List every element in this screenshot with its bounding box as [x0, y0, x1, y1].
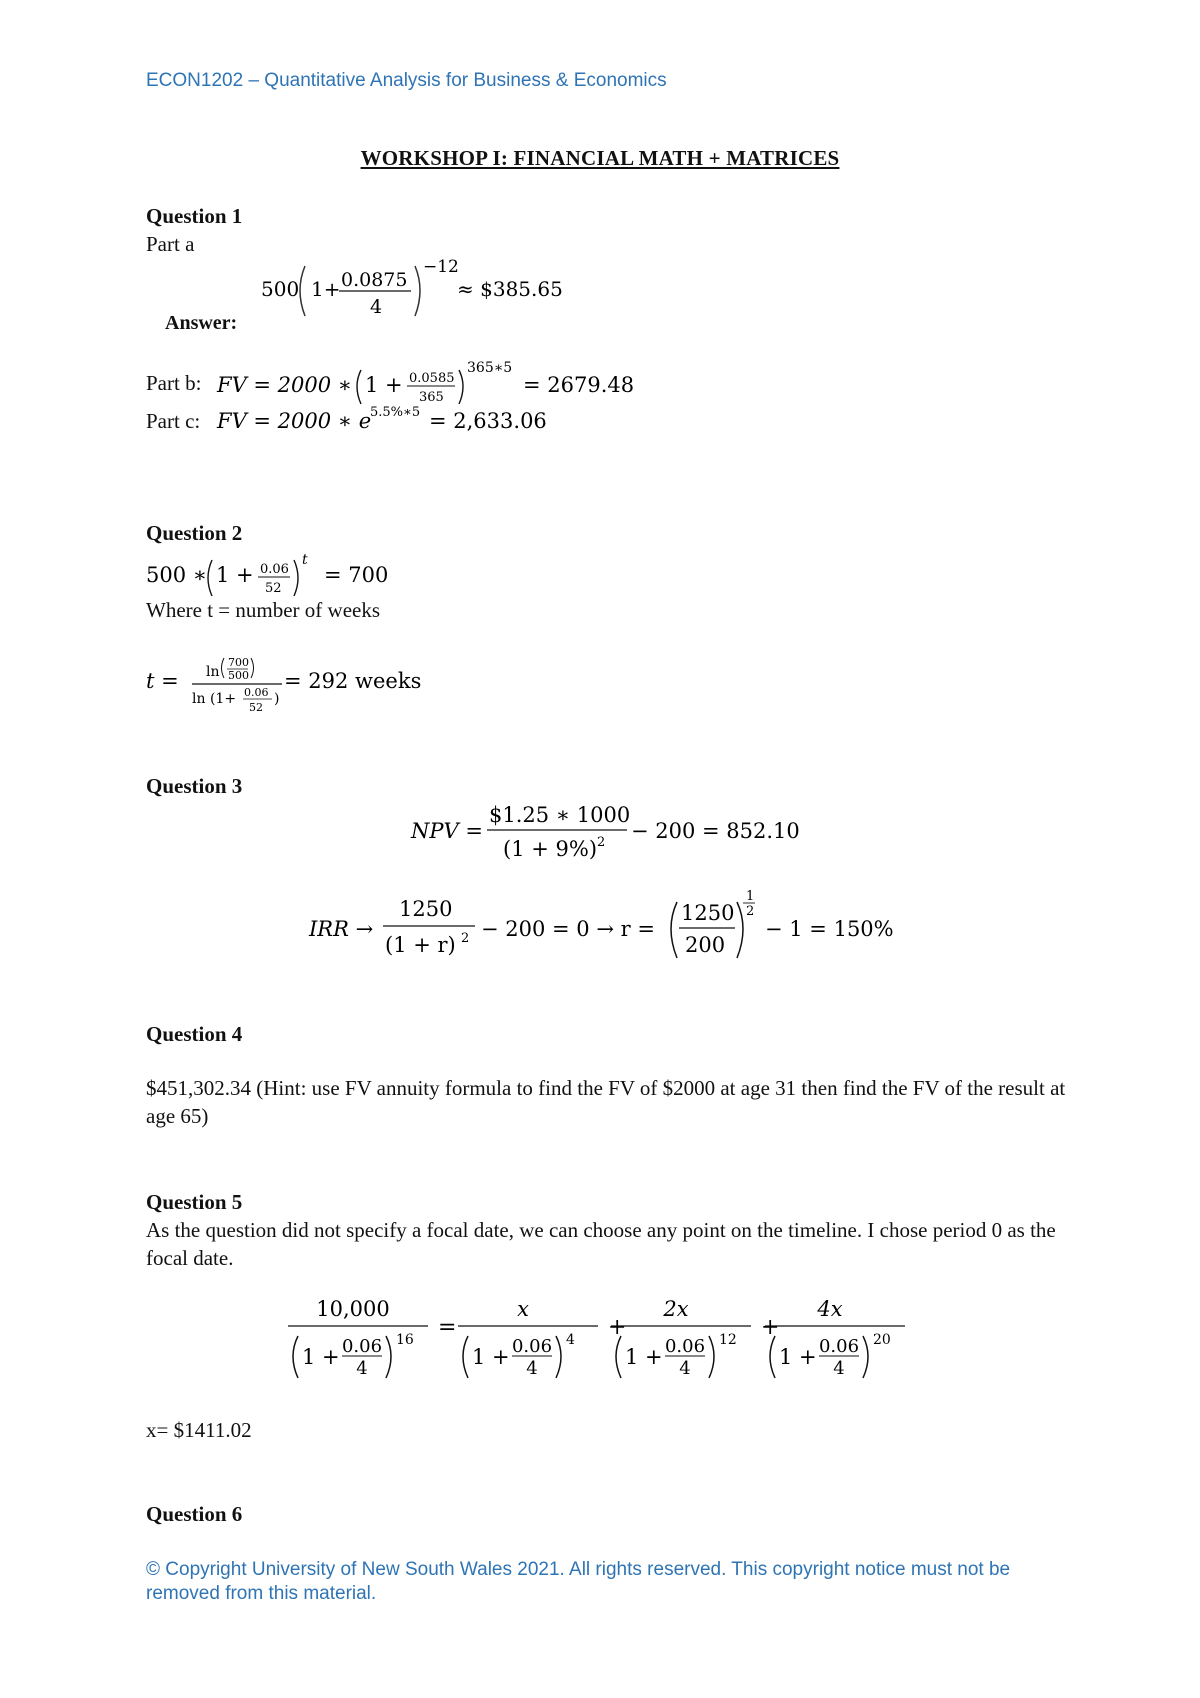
- svg-text:− 200 = 0 → r =: − 200 = 0 → r =: [481, 917, 655, 941]
- svg-text:52: 52: [265, 581, 282, 596]
- q5-left-paren: [616, 1336, 621, 1378]
- question-6-heading: Question 6: [146, 1502, 243, 1526]
- question-5-text: As the question did not specify a focal date, we can choose any point on the timeline. I chose period 0 as the focal date.: [146, 1218, 1056, 1270]
- svg-text:1250: 1250: [681, 901, 735, 925]
- svg-text:= 700: = 700: [324, 563, 389, 587]
- question-4-answer: $451,302.34 (Hint: use FV annuity formula to find the FV of $2000 at age 31 then find the FV of the result at age 65): [146, 1076, 1066, 1128]
- question-5-equation: [288, 1290, 928, 1390]
- svg-text:1250: 1250: [399, 897, 453, 921]
- q5-one-plus: 1 +: [779, 1345, 817, 1369]
- q5-inner-numerator: 0.06: [818, 1336, 860, 1357]
- svg-text:(1 + r): (1 + r): [385, 933, 456, 957]
- svg-text:): ): [274, 691, 280, 707]
- svg-text:1+: 1+: [311, 277, 341, 301]
- svg-text:2: 2: [461, 931, 470, 946]
- svg-text:= 2679.48: = 2679.48: [523, 373, 635, 397]
- q5-one-plus: 1 +: [472, 1345, 510, 1369]
- svg-text:0.0875: 0.0875: [341, 269, 408, 291]
- svg-text:200: 200: [685, 933, 726, 957]
- svg-text:= 292 weeks: = 292 weeks: [284, 669, 422, 693]
- q5-one-plus: 1 +: [302, 1345, 340, 1369]
- q5-plus-sign: +: [761, 1315, 780, 1340]
- svg-text:NPV =: NPV =: [411, 819, 483, 843]
- svg-text:500: 500: [228, 669, 249, 682]
- svg-text:365∗5: 365∗5: [467, 360, 513, 376]
- answer-label: Answer:: [165, 312, 238, 334]
- part-a-label: Part a: [146, 232, 195, 256]
- question-3-heading: Question 3: [146, 774, 243, 798]
- svg-text:5.5%∗5: 5.5%∗5: [370, 405, 421, 420]
- q5-right-paren: [556, 1336, 561, 1378]
- svg-text:700: 700: [228, 656, 249, 669]
- svg-text:t: t: [302, 552, 308, 568]
- part-b-label: Part b:: [146, 371, 202, 395]
- svg-text:FV = 2000 ∗ e: FV = 2000 ∗ e: [217, 409, 372, 433]
- q5-left-paren: [770, 1336, 775, 1378]
- q5-equals-sign: =: [438, 1315, 457, 1340]
- q5-inner-numerator: 0.06: [341, 1336, 383, 1357]
- q5-right-paren: [386, 1336, 391, 1378]
- q5-term-numerator: 2x: [663, 1297, 689, 1321]
- q5-term-numerator: 10,000: [316, 1297, 390, 1321]
- svg-text:FV = 2000 ∗: FV = 2000 ∗: [217, 373, 353, 397]
- q5-inner-denominator: 4: [356, 1358, 368, 1379]
- svg-text:−12: −12: [423, 257, 459, 277]
- svg-text:2: 2: [746, 904, 755, 919]
- part-a-equation: [255, 256, 575, 328]
- q5-exponent: 4: [566, 1332, 575, 1348]
- question-2-t-equation: [144, 646, 464, 722]
- q5-inner-denominator: 4: [833, 1358, 845, 1379]
- where-t-text: Where t = number of weeks: [146, 598, 381, 622]
- q5-exponent: 20: [873, 1332, 891, 1348]
- svg-text:IRR →: IRR →: [309, 917, 374, 941]
- svg-text:ln: ln: [206, 664, 220, 680]
- svg-text:1 +: 1 +: [216, 563, 254, 587]
- q5-term-numerator: 4x: [817, 1297, 843, 1321]
- q5-left-paren: [293, 1336, 298, 1378]
- irr-equation: [305, 886, 905, 978]
- q5-inner-denominator: 4: [679, 1358, 691, 1379]
- svg-text:≈ $385.65: ≈ $385.65: [457, 277, 563, 301]
- svg-text:− 1 = 150%: − 1 = 150%: [765, 917, 894, 941]
- svg-text:0.0585: 0.0585: [409, 371, 455, 386]
- q5-one-plus: 1 +: [625, 1345, 663, 1369]
- question-5-result: x= $1411.02: [146, 1418, 252, 1442]
- npv-equation: [405, 796, 825, 868]
- svg-text:(1 + 9%): (1 + 9%): [503, 837, 598, 861]
- q5-right-paren: [863, 1336, 868, 1378]
- question-4-heading: Question 4: [146, 1022, 243, 1046]
- copyright-notice: © Copyright University of New South Wales 2021. All rights reserved. This copyright notice must not be removed from this material.: [146, 1559, 1011, 1604]
- svg-text:t =: t =: [146, 669, 179, 693]
- q5-term-numerator: x: [517, 1297, 529, 1321]
- svg-text:500 ∗: 500 ∗: [146, 563, 208, 587]
- q5-inner-numerator: 0.06: [511, 1336, 553, 1357]
- course-header: ECON1202 – Quantitative Analysis for Business & Economics: [146, 70, 667, 91]
- question-2-equation: [144, 548, 444, 602]
- svg-text:365: 365: [419, 390, 444, 405]
- q5-left-paren: [463, 1336, 468, 1378]
- svg-text:0.06: 0.06: [260, 562, 289, 577]
- svg-text:ln (1+: ln (1+: [192, 691, 237, 707]
- page-title: WORKSHOP I: FINANCIAL MATH + MATRICES: [360, 146, 840, 170]
- svg-text:52: 52: [249, 701, 263, 714]
- q5-right-paren: [709, 1336, 714, 1378]
- svg-text:2: 2: [597, 835, 606, 850]
- q5-inner-numerator: 0.06: [664, 1336, 706, 1357]
- svg-text:500: 500: [261, 277, 300, 301]
- svg-text:0.06: 0.06: [244, 686, 269, 699]
- svg-text:$1.25 ∗ 1000: $1.25 ∗ 1000: [489, 803, 631, 827]
- q5-exponent: 12: [719, 1332, 737, 1348]
- question-2-heading: Question 2: [146, 521, 243, 545]
- svg-text:1: 1: [746, 889, 755, 904]
- svg-text:= 2,633.06: = 2,633.06: [429, 409, 547, 433]
- svg-text:− 200 = 852.10: − 200 = 852.10: [631, 819, 800, 843]
- part-c-label: Part c:: [146, 409, 201, 433]
- q5-inner-denominator: 4: [526, 1358, 538, 1379]
- question-1-heading: Question 1: [146, 204, 243, 228]
- q5-exponent: 16: [396, 1332, 414, 1348]
- question-5-heading: Question 5: [146, 1190, 243, 1214]
- part-c-equation: [215, 398, 595, 438]
- svg-text:4: 4: [370, 296, 383, 318]
- svg-text:1 +: 1 +: [365, 373, 403, 397]
- q5-plus-sign: +: [608, 1315, 627, 1340]
